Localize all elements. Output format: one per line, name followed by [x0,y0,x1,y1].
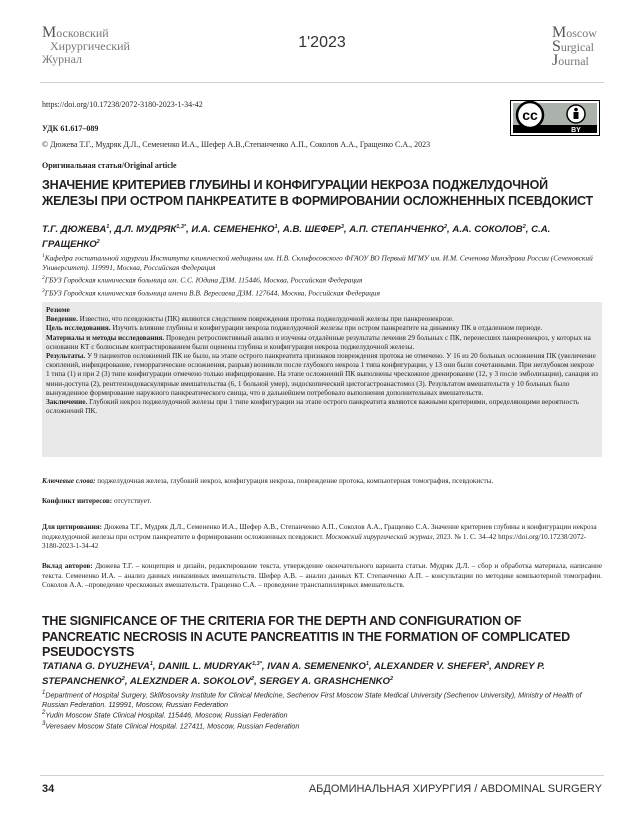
cc-by-license-icon[interactable] [510,100,600,136]
abstract-heading: Резюме [46,306,70,314]
page-number: 34 [42,783,55,795]
conflict-label: Конфликт интересов: [42,497,113,505]
logo-line: Journal [552,52,589,69]
author-affil-sup: 3 [486,661,490,667]
udk-code: УДК 61.617–089 [42,124,99,133]
svg-text:cc: cc [522,107,538,123]
affiliation-sup: 3 [42,721,46,728]
affiliation-sup: 1 [42,253,45,259]
author-name: SERGEY A. GRASHCHENKO [259,676,391,688]
author-name: ALEXANDER V. SHEFER [373,661,487,673]
author-contribution [42,562,602,591]
journal-logo-en [552,26,622,74]
citation [42,523,602,552]
author-affil-sup: 2 [96,239,100,246]
contribution-label: Вклад авторов: [42,562,93,570]
author-name: А.В. ШЕФЕР [282,224,341,236]
abstract-section [46,398,598,416]
abstract-section-label: Материалы и методы исследования. [46,333,165,342]
affiliation [42,251,602,273]
affiliations-en [42,689,602,731]
author-name: С.А. ГРАЩЕНКО [42,224,551,251]
abstract-section [46,352,598,398]
author-name: TATIANA G. DYUZHEVA [42,661,150,673]
abstract-box [42,302,602,457]
header-divider [40,82,604,83]
author-name: А.А. СОКОЛОВ [452,224,523,236]
affiliation-text: Кафедра госпитальной хирургии Института клинической медицины им. Н.В. Склифосовского ФГАОУ ВО Первый МГМУ им. И.М. Сеченова Минздрава России (Сеченовский Университет). 119991, Москва, Российская Федерация [42,253,593,273]
abstract-section-label: Цель исследования. [46,324,111,333]
author-affil-sup: 2 [522,224,526,230]
author-affil-sup: 2 [251,676,255,683]
logo-line: Surgical [552,38,595,55]
author-affil-sup: 2 [121,676,125,683]
affiliation [42,689,602,709]
affiliation-text: Yudin Moscow State Clinical Hospital. 115446, Moscow, Russian Federation [45,710,288,720]
author-name: А.П. СТЕПАНЧЕНКО [349,224,444,236]
affiliation-sup: 3 [42,287,45,294]
conflict-text: отсутствует. [113,497,152,505]
author-affil-sup: 2 [390,676,394,683]
abstract-section-text: У 9 пациентов осложнений ПК не было, на этапе острого панкреатита признаков повреждения протока не отмечено. У 16 из 20 больных осложнения ПК (увеличение скоплений, инфицирование, геморрагические осложнения, разрыв) возникли после глубокого некроза 1 типа конфигурации, у 13 они были сочетанными. При неглубоком некрозе 1 типа (1) и при 2 (3) типе конфигурации отмечено только инфицирование. На этапе осложнений ПК выполнены чрескожное дренирование (12, у 3 после эмболизации), санация из мини-доступа (2), рентгенэндоваскулярные вмешательства (6, 1 больной умер), эндоскопический цистогастроанастомоз (3). Результатом вмешательств у 10 больных было вынужденное формирование наружного панкреатического свища, что в дальнейшем потребовало выполнения дополнительных вмешательств. [46,352,598,397]
abstract-section-text: Известно, что псевдокисты (ПК) являются следствием повреждения протока поджелудочной железы при панкреонекрозе. [77,315,454,324]
abstract-section-label: Результаты. [46,352,86,361]
author-affil-sup: 1 [149,661,153,667]
abstract-section-text: Проведен ретроспективный анализ и изучены отдалённые результаты лечения 29 больных с ПК, перенесших панкреонекроз, у которых на основании КТ с болюсным контрастированием были оценены глубина и конфигурация некроза поджелудочной железы. [46,333,591,351]
author-name: Т.Г. ДЮЖЕВА [42,224,107,236]
author-name: ANDREY P. STEPANCHENKO [42,661,545,688]
keywords [42,477,602,486]
affiliation-sup: 2 [42,710,46,717]
abstract-section [46,334,598,352]
article-type: Оригинальная статья/Original article [42,161,177,170]
author-affil-sup: 1 [106,224,110,230]
keywords-text: поджелудочная железа, глубокий некроз, конфигурация некроза, повреждение протока, компьютерная томография, псевдокисты. [97,477,494,485]
affiliation-text: Veresaev Moscow State Clinical Hospital. 127411, Moscow, Russian Federation [45,721,300,731]
author-name: DANIIL L. MUDRYAK [158,661,253,673]
conflict-of-interest [42,497,151,505]
footer-divider [40,775,604,776]
affiliation-text: ГБУЗ Городская клиническая больница имени В.В. Вересаева ДЗМ. 127644, Москва, Российская Федерация [44,288,380,298]
logo-line: Журнал [42,52,83,66]
logo-line: Moscow [552,24,597,41]
author-affil-sup: 1,3* [176,224,187,230]
doi-link[interactable]: https://doi.org/10.17238/2072-3180-2023-1-34-42 [42,100,203,109]
author-affil-sup: 1,3* [252,661,262,667]
abstract-section-label: Заключение. [46,398,88,407]
logo-line: Московский [42,24,109,41]
authors-en: TATIANA G. DYUZHEVA$^1$, DANIIL L. $MUDRYAK^{1,3*}$, IVAN A. SEMENENKO$^1$, ALEXANDER V. SHEFER$^3$, ANDREY P. STEPANCHENKO$^2$, ALEXZNDER A. SOKOLOV$^2$, SERGEY A. GRASHCHENKO$^2$ [42,661,545,688]
author-name: IVAN A. SEMENENKO [267,661,366,673]
citation-text: Дюжева Т.Г., Мудряк Д.Л., Семененко И.А., Шефер А.В., Степанченко А.П., Соколов А.А., Гращенко С.А. Значение критериев глубины и конфигурации некроза поджелудочной железы при остром панкреатите в формировании осложненных псевдокист. [42,523,597,541]
affiliation [42,286,602,298]
authors-ru: Т.Г. ДЮЖЕВА$^1$, Д.Л. $МУДРЯК^{1,3*}$, И.А. СЕМЕНЕНКО$^1$, А.В. ШЕФЕР$^3$, А.П. СТЕПАНЧЕНКО$^2$, А.А. СОКОЛОВ$^2$, С.А. ГРАЩЕНКО$^2$ [42,224,551,251]
affiliation [42,720,602,731]
affiliation-text: Department of Hospital Surgery, Sklifosovsky Institute for Clinical Medicine, Sechenov First Moscow State Medical University (Sechenov University), Ministry of Health of Russian Federation. 119991, Moscow, Russian Federation [42,690,582,709]
abstract-section-text: Глубокий некроз поджелудочной железы при 1 типе конфигурации на этапе острого панкреатита являются важными критериями, определяющими вероятность осложнений ПК. [46,398,579,416]
title-en: THE SIGNIFICANCE OF THE CRITERIA FOR THE DEPTH AND CONFIGURATION OF PANCREATIC NECROSIS IN ACUTE PANCREATITIS IN THE FORMATION OF COMPLICATED PSEUDOCYSTS [42,614,570,659]
author-affil-sup: 1 [274,224,278,230]
author-affil-sup: 1 [365,661,369,667]
copyright: © Дюжева Т.Г., Мудряк Д.Л., Семененко И.А., Шефер А.В.,Степанченко А.П., Соколов А.А., Гращенко С.А., 2023 [42,140,431,149]
affiliation-sup: 1 [42,690,46,696]
affiliation-sup: 2 [42,275,45,282]
cc-by-label: BY [571,127,581,134]
logo-line: Хирургический [50,39,130,53]
citation-tail[interactable]: 2023. № 1. С. 34–42 https://doi.org/10.17238/2072-3180-2023-1-34-42 [42,532,587,550]
keywords-label: Ключевые слова: [42,477,96,485]
abstract-section-label: Введение. [46,315,78,324]
citation-label: Для цитирования: [42,523,103,531]
abstract-sections [46,315,598,416]
issue-number: 1'2023 [298,34,346,51]
title-ru: ЗНАЧЕНИЕ КРИТЕРИЕВ ГЛУБИНЫ И КОНФИГУРАЦИИ НЕКРОЗА ПОДЖЕЛУДОЧНОЙ ЖЕЛЕЗЫ ПРИ ОСТРОМ ПАНКРЕАТИТЕ В ФОРМИРОВАНИИ ОСЛОЖНЕННЫХ ПСЕВДОКИСТ [42,178,593,208]
affiliations-ru [42,251,602,298]
affiliation-text: ГБУЗ Городская клиническая больница им. С.С. Юдина ДЗМ. 115446, Москва, Российская Федерация [44,275,363,285]
abstract-section [46,324,598,333]
contribution-text: Дюжева Т.Г. – концепция и дизайн, редактирование текста, утверждение окончательного варианта статьи. Мудряк Д.Л. – сбор и обработка материала, написание текста. Семененко И.А. – анализ данных инвазивных вмешательств. Шефер А.В. – анализ данных КТ. Степанченко А.П. – консультации по методике компьютерной томографии. Соколов А.А. –проведение чрескожных вмешательств. Гращенко С.А. – проведение транспапиллярных вмешательств. [42,562,603,589]
author-name: Д.Л. МУДРЯК [114,224,177,236]
author-affil-sup: 2 [443,224,448,230]
abstract-section-text: Изучить влияние глубины и конфигурации некроза поджелудочной железы при остром панкреатите на динамику ПК в отдаленном периоде. [110,324,543,333]
author-affil-sup: 3 [340,224,344,230]
author-name: И.А. СЕМЕНЕНКО [191,224,275,236]
abstract-section [46,315,598,324]
journal-section: АБДОМИНАЛЬНАЯ ХИРУРГИЯ / ABDOMINAL SURGERY [308,783,602,795]
author-name: ALEXZNDER A. SOKOLOV [129,676,252,688]
citation-journal: Московский хирургический журнал, [325,532,435,541]
affiliation [42,709,602,720]
affiliation [42,273,602,285]
